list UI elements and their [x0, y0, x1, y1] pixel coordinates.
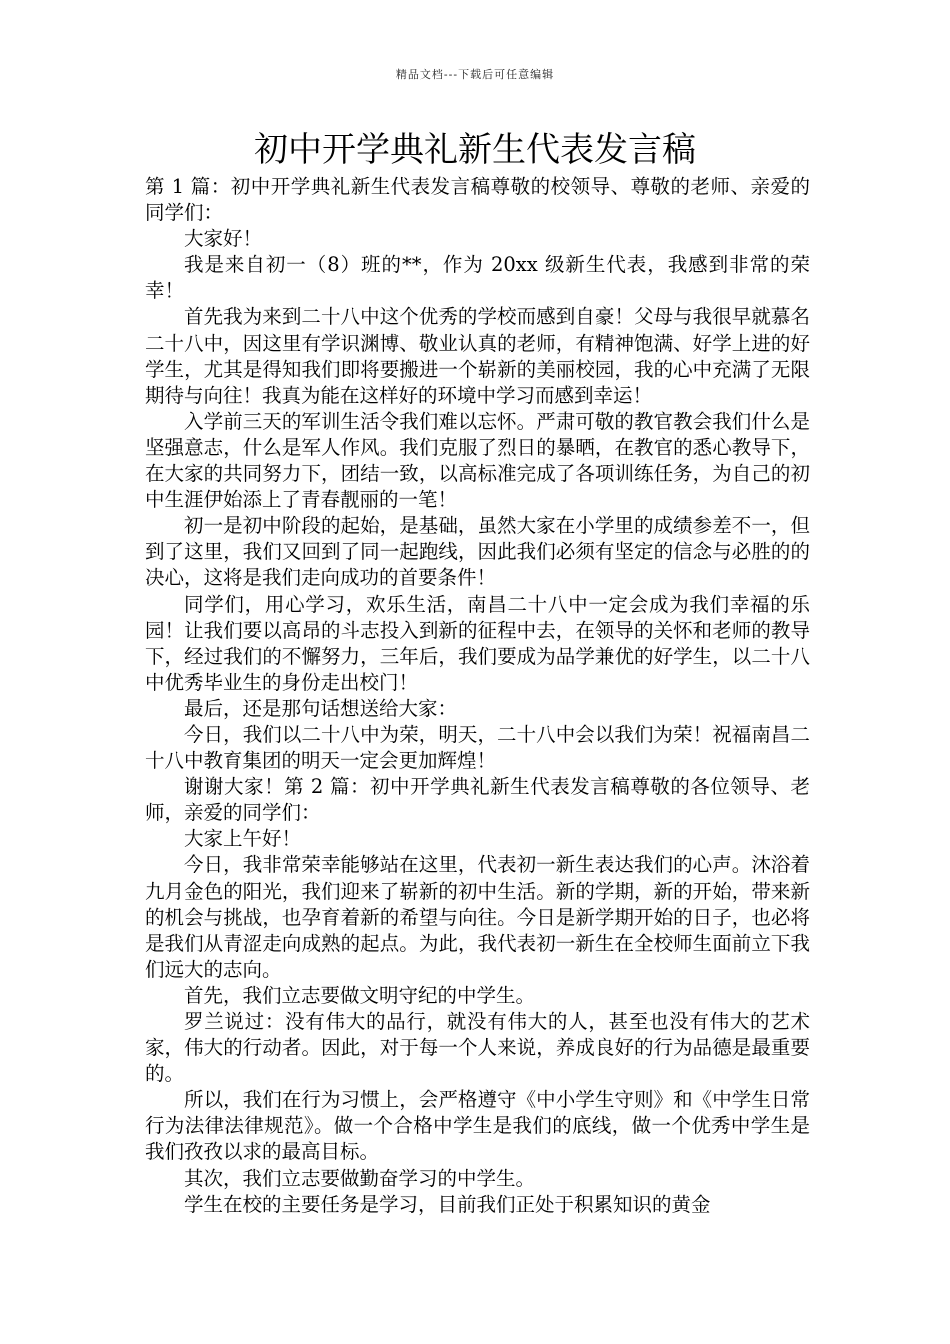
document-title: 初中开学典礼新生代表发言稿 — [254, 130, 696, 170]
paragraph-article-2-heading: 谢谢大家！第 2 篇：初中开学典礼新生代表发言稿尊敬的各位领导、老师，亲爱的同学们： — [145, 775, 810, 825]
paragraph-behavior-rules: 所以，我们在行为习惯上，会严格遵守《中小学生守则》和《中学生日常行为法律法律规范》。做一个合格中学生是我们的底线，做一个优秀中学生是我们孜孜以求的最高目标。 — [145, 1088, 810, 1164]
paragraph-new-semester: 今日，我非常荣幸能够站在这里，代表初一新生表达我们的心声。沐浴着九月金色的阳光，我们迎来了崭新的初中生活。新的学期，新的开始，带来新的机会与挑战，也孕育着新的希望与向往。今日是新学期开始的日子，也必将是我们从青涩走向成熟的起点。为此，我代表初一新生在全校师生面前立下我们远大的志向。 — [145, 853, 810, 981]
paragraph-study-task: 学生在校的主要任务是学习，目前我们正处于积累知识的黄金 — [184, 1192, 711, 1216]
paragraph-closing-wish: 今日，我们以二十八中为荣，明天，二十八中会以我们为荣！祝福南昌二十八中教育集团的明天一定会更加辉煌！ — [145, 722, 810, 773]
paragraph-greeting-2: 大家上午好！ — [184, 827, 302, 851]
paragraph-military-training: 入学前三天的军训生活令我们难以忘怀。严肃可敬的教官教会我们什么是坚强意志，什么是军人作风。我们克服了烈日的暴晒，在教官的悉心教导下，在大家的共同努力下，团结一致，以高标准完成了各项训练任务，为自己的初中生涯伊始添上了青春靓丽的一笔！ — [145, 409, 810, 512]
paragraph-greeting: 大家好！ — [184, 227, 263, 251]
paragraph-first-goal: 首先，我们立志要做文明守纪的中学生。 — [184, 983, 536, 1007]
paragraph-second-goal: 其次，我们立志要做勤奋学习的中学生。 — [184, 1166, 536, 1190]
paragraph-school-pride: 首先我为来到二十八中这个优秀的学校而感到自豪！父母与我很早就慕名二十八中，因这里有学识渊博、敬业认真的老师，有精神饱满、好学上进的好学生，尤其是得知我们即将要搬进一个崭新的美丽校园，我的心中充满了无限期待与向往！我真为能在这样好的环境中学习而感到幸运！ — [145, 305, 810, 407]
paragraph-closing-intro: 最后，还是那句话想送给大家： — [184, 696, 458, 720]
paragraph-starting-point: 初一是初中阶段的起始，是基础，虽然大家在小学里的成绩参差不一，但到了这里，我们又回到了同一起跑线，因此我们必须有坚定的信念与必胜的的决心，这将是我们走向成功的首要条件！ — [145, 514, 810, 590]
paragraph-quote: 罗兰说过：没有伟大的品行，就没有伟大的人，甚至也没有伟大的艺术家，伟大的行动者。因此，对于每一个人来说，养成良好的行为品德是最重要的。 — [145, 1010, 810, 1086]
paragraph-self-intro: 我是来自初一（8）班的**，作为 20xx 级新生代表，我感到非常的荣幸！ — [145, 253, 810, 303]
document-body — [145, 174, 810, 1218]
paragraph-call-to-action: 同学们，用心学习，欢乐生活，南昌二十八中一定会成为我们幸福的乐园！让我们要以高昂的斗志投入到新的征程中去，在领导的关怀和老师的教导下，经过我们的不懈努力，三年后，我们要成为品学兼优的好学生，以二十八中优秀毕业生的身份走出校门！ — [145, 592, 810, 694]
paragraph-article-1-heading: 第 1 篇：初中开学典礼新生代表发言稿尊敬的校领导、尊敬的老师、亲爱的同学们： — [145, 175, 810, 225]
page-header-note: 精品文档---下载后可任意编辑 — [395, 68, 555, 81]
